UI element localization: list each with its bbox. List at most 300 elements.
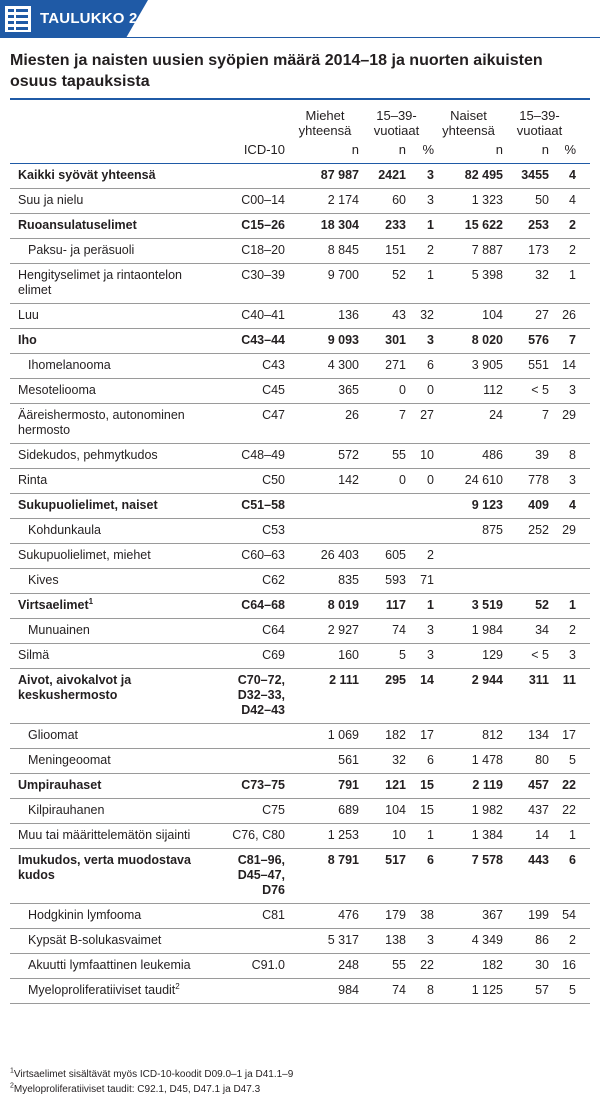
cell-wyp: 2 — [549, 239, 576, 264]
row-label: Suu ja nielu — [10, 189, 218, 214]
icd-code: C91.0 — [218, 954, 291, 979]
row-label: Ruoansulatuselimet — [10, 214, 218, 239]
icd-code: C81–96, D45–47, D76 — [218, 849, 291, 904]
cell-mn: 2 927 — [291, 619, 359, 644]
header-n: n — [291, 138, 359, 164]
cell-mn: 689 — [291, 799, 359, 824]
cell-myn: 5 — [359, 644, 406, 669]
cell-wyp: 16 — [549, 954, 576, 979]
cell-myn: 32 — [359, 749, 406, 774]
cell-myn: 517 — [359, 849, 406, 904]
cell-myp: 32 — [406, 304, 434, 329]
cell-wyp: 7 — [549, 329, 576, 354]
cell-wn — [434, 544, 503, 569]
cell-wn: 486 — [434, 444, 503, 469]
cell-wn: 7 887 — [434, 239, 503, 264]
cell-wyn: 80 — [503, 749, 549, 774]
cell-wyp: 17 — [549, 724, 576, 749]
cell-wyp: 1 — [549, 824, 576, 849]
cell-wyn: 409 — [503, 494, 549, 519]
cell-wyp: 2 — [549, 929, 576, 954]
header-men-young: 15–39- vuotiaat — [373, 108, 420, 138]
cell-wn: 129 — [434, 644, 503, 669]
row-padding — [576, 824, 590, 849]
cell-myp: 15 — [406, 774, 434, 799]
icd-code — [218, 749, 291, 774]
cell-myn: 179 — [359, 904, 406, 929]
row-padding — [576, 644, 590, 669]
cell-wyn: 50 — [503, 189, 549, 214]
row-label: Mesoteliooma — [10, 379, 218, 404]
row-label: Sidekudos, pehmytkudos — [10, 444, 218, 469]
table-row — [10, 519, 590, 544]
cell-myn: 233 — [359, 214, 406, 239]
row-padding — [576, 799, 590, 824]
cell-wyp: 2 — [549, 619, 576, 644]
cell-wn: 182 — [434, 954, 503, 979]
cell-wyp: 1 — [549, 264, 576, 304]
cell-mn: 18 304 — [291, 214, 359, 239]
table-row — [10, 164, 590, 189]
cell-myn: 2421 — [359, 164, 406, 189]
cancer-table — [10, 104, 590, 1004]
cell-mn: 2 174 — [291, 189, 359, 214]
cell-wyn: 52 — [503, 594, 549, 619]
cell-wyp: 29 — [549, 404, 576, 444]
row-padding — [576, 354, 590, 379]
icd-code: C69 — [218, 644, 291, 669]
cell-wyn: 457 — [503, 774, 549, 799]
cell-wyn: 30 — [503, 954, 549, 979]
row-label: Kaikki syövät yhteensä — [10, 164, 218, 189]
row-label: Aivot, aivokalvot ja keskushermosto — [10, 669, 218, 724]
cell-mn: 26 — [291, 404, 359, 444]
header-n: n — [503, 138, 549, 164]
cell-myp: 6 — [406, 749, 434, 774]
table-label: TAULUKKO 2. — [40, 10, 142, 27]
row-padding — [576, 189, 590, 214]
cell-wn: 2 944 — [434, 669, 503, 724]
cell-wn: 367 — [434, 904, 503, 929]
cell-myn: 55 — [359, 444, 406, 469]
row-label: Paksu- ja peräsuoli — [10, 239, 218, 264]
cell-wn: 1 984 — [434, 619, 503, 644]
table-row — [10, 544, 590, 569]
cell-wyn: 173 — [503, 239, 549, 264]
cell-myn: 151 — [359, 239, 406, 264]
row-padding — [576, 444, 590, 469]
cell-myn: 52 — [359, 264, 406, 304]
cell-myp: 71 — [406, 569, 434, 594]
cell-mn: 1 253 — [291, 824, 359, 849]
row-label: Rinta — [10, 469, 218, 494]
header-women-young: 15–39- vuotiaat — [516, 108, 563, 138]
table-row — [10, 329, 590, 354]
cell-wyp: 5 — [549, 979, 576, 1004]
cell-myn: 117 — [359, 594, 406, 619]
cell-wyp: 3 — [549, 379, 576, 404]
cell-myn: 121 — [359, 774, 406, 799]
table-row — [10, 849, 590, 904]
table-row — [10, 569, 590, 594]
row-label: Iho — [10, 329, 218, 354]
table-row — [10, 799, 590, 824]
icd-code: C48–49 — [218, 444, 291, 469]
cell-wyn: 14 — [503, 824, 549, 849]
cell-wn: 1 982 — [434, 799, 503, 824]
cell-mn: 87 987 — [291, 164, 359, 189]
cell-myn: 10 — [359, 824, 406, 849]
cell-myn — [359, 519, 406, 544]
cell-myn: 43 — [359, 304, 406, 329]
cell-wn: 7 578 — [434, 849, 503, 904]
cell-wyp: 8 — [549, 444, 576, 469]
header-pct: % — [406, 138, 434, 164]
cell-wyn: < 5 — [503, 644, 549, 669]
cell-wn: 812 — [434, 724, 503, 749]
table-row — [10, 239, 590, 264]
cell-mn: 476 — [291, 904, 359, 929]
cell-myp: 8 — [406, 979, 434, 1004]
cell-myp: 6 — [406, 849, 434, 904]
cell-myp: 1 — [406, 594, 434, 619]
header-pct: % — [549, 138, 576, 164]
footnote-marker: 2 — [175, 981, 180, 991]
cell-mn: 9 700 — [291, 264, 359, 304]
cell-wn: 3 519 — [434, 594, 503, 619]
row-padding — [576, 164, 590, 189]
table-title: Miesten ja naisten uusien syöpien määrä 2014–18 ja nuorten aikuisten osuus tapauksista — [10, 52, 543, 90]
cell-myp: 3 — [406, 329, 434, 354]
table-row — [10, 724, 590, 749]
table-label-bar — [0, 0, 600, 38]
cell-myp: 3 — [406, 644, 434, 669]
row-padding — [576, 519, 590, 544]
cell-myp: 3 — [406, 929, 434, 954]
row-padding — [576, 214, 590, 239]
cell-myp — [406, 519, 434, 544]
icd-code: C76, C80 — [218, 824, 291, 849]
cell-myn: 271 — [359, 354, 406, 379]
row-label: Ääreishermosto, autonominen hermosto — [10, 404, 218, 444]
table-row — [10, 749, 590, 774]
cell-wyn: 311 — [503, 669, 549, 724]
cell-myp: 27 — [406, 404, 434, 444]
row-padding — [576, 849, 590, 904]
cell-mn: 365 — [291, 379, 359, 404]
cell-wn: 24 — [434, 404, 503, 444]
row-padding — [576, 469, 590, 494]
table-row — [10, 594, 590, 619]
cell-mn: 984 — [291, 979, 359, 1004]
table-icon — [5, 6, 31, 32]
icd-code: C50 — [218, 469, 291, 494]
table-row — [10, 304, 590, 329]
cell-wyn: 437 — [503, 799, 549, 824]
cell-wyp: 4 — [549, 189, 576, 214]
cell-wn: 104 — [434, 304, 503, 329]
cell-myn: 0 — [359, 379, 406, 404]
cell-wyn: 778 — [503, 469, 549, 494]
cell-wyn: 199 — [503, 904, 549, 929]
cell-wyn: < 5 — [503, 379, 549, 404]
cell-myp: 2 — [406, 544, 434, 569]
icd-code: C75 — [218, 799, 291, 824]
cell-myp: 3 — [406, 619, 434, 644]
cell-myp: 1 — [406, 824, 434, 849]
header-icd: ICD-10 — [218, 138, 291, 164]
row-padding — [576, 264, 590, 304]
cell-mn: 5 317 — [291, 929, 359, 954]
cell-myn: 104 — [359, 799, 406, 824]
cell-wyn: 7 — [503, 404, 549, 444]
icd-code: C73–75 — [218, 774, 291, 799]
cell-myn: 74 — [359, 619, 406, 644]
cell-myn: 295 — [359, 669, 406, 724]
cell-mn: 4 300 — [291, 354, 359, 379]
cell-wyp: 54 — [549, 904, 576, 929]
row-label: Munuainen — [10, 619, 218, 644]
cell-wyp: 22 — [549, 774, 576, 799]
cell-wyn: 39 — [503, 444, 549, 469]
table-row — [10, 929, 590, 954]
row-label: Silmä — [10, 644, 218, 669]
icd-code — [218, 979, 291, 1004]
icd-code: C81 — [218, 904, 291, 929]
cell-wyn: 253 — [503, 214, 549, 239]
cell-wyn: 576 — [503, 329, 549, 354]
cell-wyn: 32 — [503, 264, 549, 304]
cell-mn: 136 — [291, 304, 359, 329]
icd-code: C00–14 — [218, 189, 291, 214]
icd-code: C15–26 — [218, 214, 291, 239]
row-padding — [576, 594, 590, 619]
row-label: Akuutti lymfaattinen leukemia — [10, 954, 218, 979]
cell-myp: 1 — [406, 214, 434, 239]
cell-myn: 138 — [359, 929, 406, 954]
cell-wyn: 252 — [503, 519, 549, 544]
cell-myn: 74 — [359, 979, 406, 1004]
table-row — [10, 954, 590, 979]
cell-myp: 10 — [406, 444, 434, 469]
label-bar-rule — [0, 37, 600, 38]
cell-mn: 835 — [291, 569, 359, 594]
cell-myp: 3 — [406, 164, 434, 189]
cell-myp — [406, 494, 434, 519]
cell-wyp: 22 — [549, 799, 576, 824]
row-padding — [576, 304, 590, 329]
cell-myn: 182 — [359, 724, 406, 749]
cell-myp: 2 — [406, 239, 434, 264]
row-label: Virtsaelimet$^1$ — [10, 594, 218, 619]
cell-wn: 1 478 — [434, 749, 503, 774]
table-row — [10, 354, 590, 379]
cell-wyn: 34 — [503, 619, 549, 644]
cell-myn — [359, 494, 406, 519]
cell-myp: 0 — [406, 379, 434, 404]
cell-mn: 160 — [291, 644, 359, 669]
icd-code: C43 — [218, 354, 291, 379]
row-label: Umpirauhaset — [10, 774, 218, 799]
cell-wn: 4 349 — [434, 929, 503, 954]
cell-myn: 593 — [359, 569, 406, 594]
cell-wn: 15 622 — [434, 214, 503, 239]
row-label: Sukupuolielimet, naiset — [10, 494, 218, 519]
cell-myp: 38 — [406, 904, 434, 929]
icd-code: C51–58 — [218, 494, 291, 519]
row-label: Kilpirauhanen — [10, 799, 218, 824]
row-padding — [576, 954, 590, 979]
cell-wyn — [503, 569, 549, 594]
icd-code: C43–44 — [218, 329, 291, 354]
table-row — [10, 774, 590, 799]
table-row — [10, 404, 590, 444]
row-padding — [576, 379, 590, 404]
cell-myn: 605 — [359, 544, 406, 569]
row-padding — [576, 239, 590, 264]
cell-myp: 1 — [406, 264, 434, 304]
footnote-1: $^1$Virtsaelimet sisältävät myös ICD-10-koodit D09.0–1 ja D41.1–9 — [10, 1067, 294, 1080]
cell-wyp: 14 — [549, 354, 576, 379]
row-padding — [576, 749, 590, 774]
cell-myp: 22 — [406, 954, 434, 979]
row-label: Meningeoomat — [10, 749, 218, 774]
row-padding — [576, 929, 590, 954]
icd-code: C70–72, D32–33, D42–43 — [218, 669, 291, 724]
row-label: Hodgkinin lymfooma — [10, 904, 218, 929]
cell-wyp: 26 — [549, 304, 576, 329]
cell-mn: 561 — [291, 749, 359, 774]
footnote-marker: 1 — [88, 596, 94, 606]
cell-wyn: 86 — [503, 929, 549, 954]
cell-wn: 9 123 — [434, 494, 503, 519]
table-row — [10, 619, 590, 644]
icd-code: C64 — [218, 619, 291, 644]
row-padding — [576, 724, 590, 749]
row-label: Kohdunkaula — [10, 519, 218, 544]
table-row — [10, 214, 590, 239]
table-row — [10, 904, 590, 929]
footnotes — [10, 1067, 590, 1097]
cell-mn: 1 069 — [291, 724, 359, 749]
cell-wyn: 57 — [503, 979, 549, 1004]
row-label: Ihomelanooma — [10, 354, 218, 379]
cell-myp: 0 — [406, 469, 434, 494]
row-label: Luu — [10, 304, 218, 329]
cell-wn: 3 905 — [434, 354, 503, 379]
cell-wyp: 4 — [549, 164, 576, 189]
table-row — [10, 494, 590, 519]
icd-code: C40–41 — [218, 304, 291, 329]
cell-wyn: 27 — [503, 304, 549, 329]
cell-wyn: 134 — [503, 724, 549, 749]
icd-code: C45 — [218, 379, 291, 404]
cell-wyp — [549, 569, 576, 594]
table-row — [10, 379, 590, 404]
icd-code: C18–20 — [218, 239, 291, 264]
footnote-2: $^2$Myeloproliferatiiviset taudit: C92.1, D45, D47.1 ja D47.3 — [10, 1082, 261, 1095]
cell-mn: 142 — [291, 469, 359, 494]
row-label: Hengityselimet ja rintaontelon elimet — [10, 264, 218, 304]
cell-mn: 572 — [291, 444, 359, 469]
cell-mn: 791 — [291, 774, 359, 799]
icd-code: C60–63 — [218, 544, 291, 569]
cell-wyp: 2 — [549, 214, 576, 239]
cell-myp: 17 — [406, 724, 434, 749]
table-row — [10, 669, 590, 724]
cell-wyp: 5 — [549, 749, 576, 774]
cell-wyp: 3 — [549, 644, 576, 669]
icd-code: C53 — [218, 519, 291, 544]
cell-wyp: 3 — [549, 469, 576, 494]
cell-wn: 1 384 — [434, 824, 503, 849]
table-row — [10, 444, 590, 469]
row-label: Glioomat — [10, 724, 218, 749]
row-padding — [576, 774, 590, 799]
cell-mn: 9 093 — [291, 329, 359, 354]
cell-mn: 8 845 — [291, 239, 359, 264]
cell-wn: 8 020 — [434, 329, 503, 354]
cell-wyp: 11 — [549, 669, 576, 724]
table-row — [10, 264, 590, 304]
cell-wn — [434, 569, 503, 594]
cell-myp: 6 — [406, 354, 434, 379]
cell-wyp — [549, 544, 576, 569]
icd-code — [218, 929, 291, 954]
row-padding — [576, 494, 590, 519]
title-rule — [10, 98, 590, 100]
row-padding — [576, 904, 590, 929]
row-padding — [576, 669, 590, 724]
cell-myn: 7 — [359, 404, 406, 444]
header-n: n — [359, 138, 406, 164]
cell-myp: 15 — [406, 799, 434, 824]
cell-mn: 2 111 — [291, 669, 359, 724]
cell-wn: 875 — [434, 519, 503, 544]
icd-code: C64–68 — [218, 594, 291, 619]
cell-mn: 8 019 — [291, 594, 359, 619]
row-padding — [576, 619, 590, 644]
row-padding — [576, 329, 590, 354]
cell-mn: 26 403 — [291, 544, 359, 569]
row-label: Kypsät B-solukasvaimet — [10, 929, 218, 954]
cell-myp: 14 — [406, 669, 434, 724]
cell-myn: 55 — [359, 954, 406, 979]
header-row-1 — [10, 104, 590, 138]
cell-mn — [291, 494, 359, 519]
cell-wn: 5 398 — [434, 264, 503, 304]
cell-mn — [291, 519, 359, 544]
cell-mn: 8 791 — [291, 849, 359, 904]
cell-wyp: 1 — [549, 594, 576, 619]
header-women-total: Naiset yhteensä — [442, 108, 495, 138]
cell-wyn: 3455 — [503, 164, 549, 189]
table-row — [10, 824, 590, 849]
row-padding — [576, 544, 590, 569]
cell-wyp: 4 — [549, 494, 576, 519]
cell-wn: 1 323 — [434, 189, 503, 214]
cell-wyn: 551 — [503, 354, 549, 379]
row-padding — [576, 404, 590, 444]
header-row-2 — [10, 138, 590, 164]
row-label: Kives — [10, 569, 218, 594]
header-men-total: Miehet yhteensä — [298, 108, 352, 138]
cell-myn: 301 — [359, 329, 406, 354]
cell-wyn: 443 — [503, 849, 549, 904]
cell-wyn — [503, 544, 549, 569]
icd-code: C62 — [218, 569, 291, 594]
table-row — [10, 469, 590, 494]
